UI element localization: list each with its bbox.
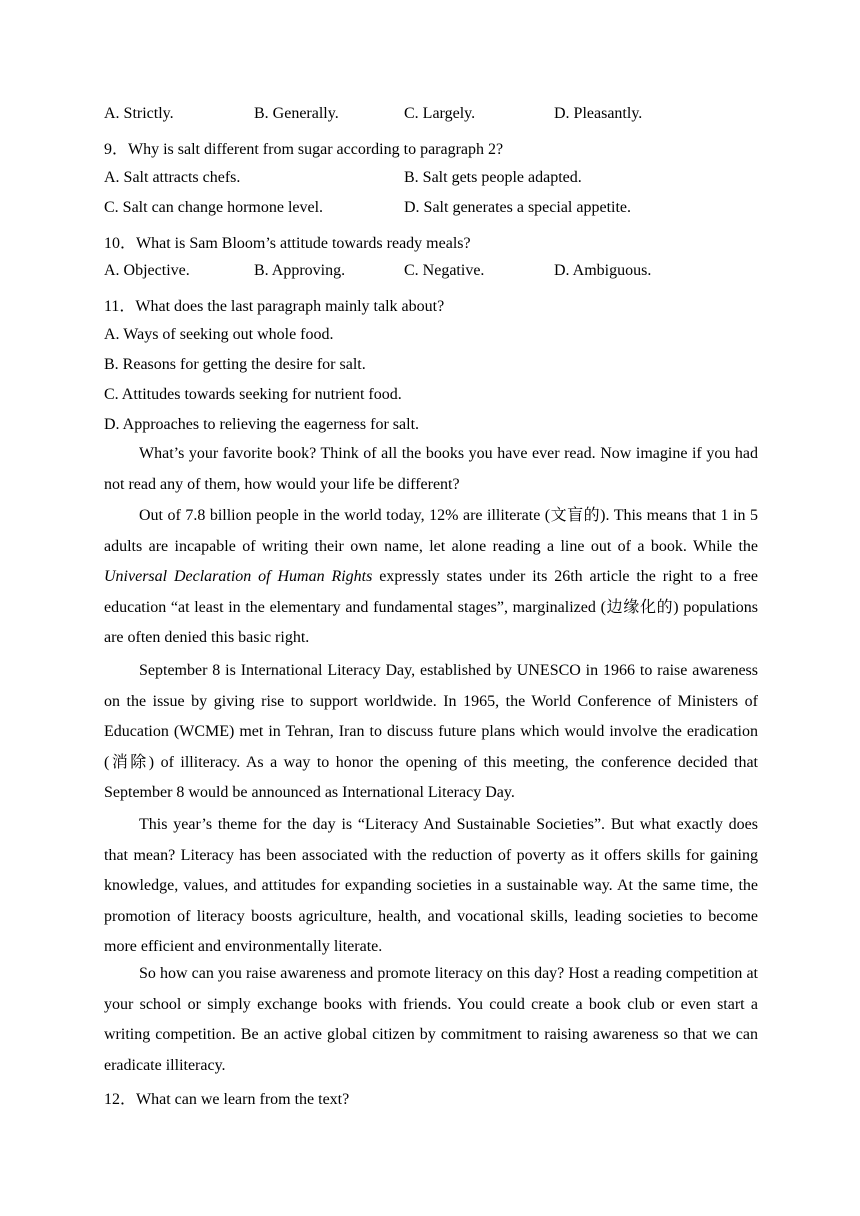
q10-option-c[interactable]: C. Negative. [404,262,485,279]
passage-paragraph-1: What’s your favorite book? Think of all the books you have ever read. Now imagine if you had not read any of them, how would your life be different? [104,445,758,493]
q11-option-a[interactable]: A. Ways of seeking out whole food. [104,326,334,343]
q11-option-d[interactable]: D. Approaches to relieving the eagerness for salt. [104,416,420,433]
q11-question: 11．What does the last paragraph mainly talk about? [104,298,445,315]
declaration-title: Universal Declaration of Human Rights [104,568,373,585]
q10-option-d[interactable]: D. Ambiguous. [554,262,652,279]
q11-option-c[interactable]: C. Attitudes towards seeking for nutrient food. [104,386,402,403]
q9-question: 9．Why is salt different from sugar according to paragraph 2? [104,141,504,158]
q9-option-a[interactable]: A. Salt attracts chefs. [104,169,241,186]
q10-option-a[interactable]: A. Objective. [104,262,190,279]
q8-option-b[interactable]: B. Generally. [254,105,339,122]
q10-question: 10．What is Sam Bloom’s attitude towards ready meals? [104,235,471,252]
q8-options [104,105,764,127]
q10-option-b[interactable]: B. Approving. [254,262,346,279]
q8-option-c[interactable]: C. Largely. [404,105,476,122]
passage-p2-part-b: expressly states under its 26th article the right to a free education “at least in the elementary and fundamental stages”, marginalized (边缘化的) populations are often denied this basic right. [104,568,758,646]
q9-option-d[interactable]: D. Salt generates a special appetite. [404,199,632,216]
q12-question: 12．What can we learn from the text? [104,1091,350,1108]
q8-option-d[interactable]: D. Pleasantly. [554,105,643,122]
q9-options-row2 [104,199,764,221]
q9-options-row1 [104,169,764,191]
passage-paragraph-4: This year’s theme for the day is “Literacy And Sustainable Societies”. But what exactly does that mean? Literacy has been associated with the reduction of poverty as it offers skills for gaining knowledge, values, and attitudes for expanding societies in a sustainable way. At the same time, the promotion of literacy boosts agriculture, health, and vocational skills, leading societies to become more efficient and environmentally literate. [104,816,758,955]
q11-option-b[interactable]: B. Reasons for getting the desire for salt. [104,356,366,373]
q10-options [104,262,764,284]
passage-paragraph-2 [104,501,758,654]
q8-option-a[interactable]: A. Strictly. [104,105,174,122]
q9-option-c[interactable]: C. Salt can change hormone level. [104,199,324,216]
q9-option-b[interactable]: B. Salt gets people adapted. [404,169,582,186]
passage-paragraph-5: So how can you raise awareness and promote literacy on this day? Host a reading competition at your school or simply exchange books with friends. You could create a book club or even start a writing competition. Be an active global citizen by commitment to raising awareness so that we can eradicate illiteracy. [104,965,758,1074]
passage-p2-part-a: Out of 7.8 billion people in the world today, 12% are illiterate (文盲的). This means that 1 in 5 adults are incapable of writing their own name, let alone reading a line out of a book. While the [104,507,758,555]
passage-paragraph-3: September 8 is International Literacy Day, established by UNESCO in 1966 to raise awareness on the issue by giving rise to support worldwide. In 1965, the World Conference of Ministers of Education (WCME) met in Tehran, Iran to discuss future plans which would involve the eradication (消除) of illiteracy. As a way to honor the opening of this meeting, the conference decided that September 8 would be announced as International Literacy Day. [104,662,758,801]
